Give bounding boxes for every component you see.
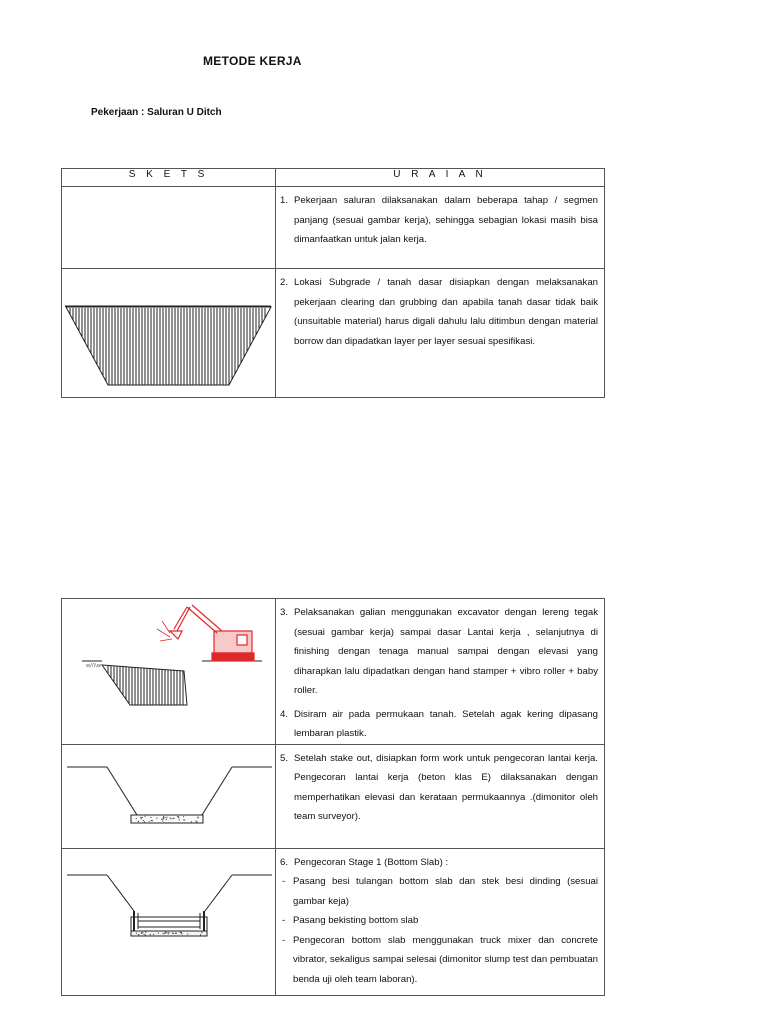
concrete-dot	[145, 934, 146, 935]
description-cell	[276, 599, 605, 745]
step-text: Disiram air pada permukaan tanah. Setelah agak kering dipasang lembaran plastik.	[294, 708, 598, 739]
concrete-dot	[150, 934, 151, 935]
concrete-dot	[151, 819, 152, 820]
concrete-dot	[179, 819, 180, 820]
concrete-dot	[150, 816, 151, 817]
bottom-slab-sketch	[62, 849, 276, 995]
concrete-dot	[166, 816, 167, 817]
concrete-dot	[166, 932, 167, 933]
concrete-dot	[136, 932, 137, 933]
step-text: Pekerjaan saluran dilaksanakan dalam beberapa tahap / segmen panjang (sesuai gambar kerja), sehingga sebagian lokasi masih bisa dimanfaatkan untuk jalan kerja.	[294, 195, 598, 245]
concrete-dot	[183, 816, 184, 817]
concrete-dot	[162, 820, 163, 821]
substep-item: - Pasang bekisting bottom slab	[276, 911, 598, 931]
concrete-dot	[170, 817, 171, 818]
description-cell	[276, 187, 605, 269]
table-row	[62, 269, 605, 398]
concrete-dot	[149, 820, 150, 821]
concrete-dot	[176, 932, 177, 933]
concrete-dot	[172, 932, 173, 933]
header-description: U R A I A N	[276, 169, 605, 187]
header-sketch: S K E T S	[62, 169, 276, 187]
concrete-dot	[138, 934, 139, 935]
concrete-dot	[138, 820, 139, 821]
step-number: 1.	[280, 195, 289, 206]
lean-concrete-sketch	[62, 745, 276, 848]
trench-sketch	[62, 269, 276, 397]
step-item	[276, 749, 598, 827]
step-item	[276, 705, 598, 744]
concrete-dot	[171, 818, 172, 819]
method-table-top	[61, 168, 605, 398]
table-row	[62, 187, 605, 269]
page-subtitle: Pekerjaan : Saluran U Ditch	[91, 107, 222, 118]
table-row	[62, 848, 605, 995]
sketch-cell-excavation	[62, 599, 276, 745]
substep-item: - Pasang besi tulangan bottom slab dan stek besi dinding (sesuai gambar keja)	[276, 872, 598, 911]
concrete-dot	[142, 816, 143, 817]
substep-text: Pasang bekisting bottom slab	[293, 915, 419, 926]
concrete-dot	[191, 821, 192, 822]
concrete-dot	[161, 818, 162, 819]
description-cell	[276, 744, 605, 848]
step-item	[276, 191, 598, 250]
concrete-dot	[183, 819, 184, 820]
step-text: Lokasi Subgrade / tanah dasar disiapkan dengan melaksanakan pekerjaan clearing dan grubbing dan apabila tanah dasar tidak baik (unsuitable material) harus digali dahulu lalu ditimbun dengan material borrow dan dipadatkan layer per layer sesuai spesifikasi.	[294, 277, 598, 347]
substep-text: Pasang besi tulangan bottom slab dan stek besi dinding (sesuai gambar keja)	[293, 876, 598, 907]
description-cell	[276, 848, 605, 995]
concrete-dot	[136, 817, 137, 818]
concrete-dot	[153, 933, 154, 934]
table-row	[62, 599, 605, 745]
substep-text: Pengecoran bottom slab menggunakan truck mixer dan concrete vibrator, sekaligus sampai selesai (dimonitor slump test dan pembuatan benda uji oleh team laboran).	[293, 934, 598, 985]
concrete-dot	[165, 931, 166, 932]
step-number: 3.	[280, 607, 289, 618]
concrete-dot	[163, 815, 164, 816]
step-text: Pelaksanakan galian menggunakan excavator dengan lereng tegak (sesuai gambar kerja) sampai dasar Lantai kerja , selanjutnya di finishing dengan tenaga manual sampai dengan elevasi yang diharapkan lalu dipadatkan dengan hand stamper + vibro roller + baby roller.	[294, 607, 598, 696]
substep-item: - Pengecoran bottom slab menggunakan truck mixer dan concrete vibrator, sekaligus sampai selesai (dimonitor slump test dan pembuatan benda uji oleh team laboran).	[276, 931, 598, 990]
concrete-dot	[200, 934, 201, 935]
concrete-dot	[178, 817, 179, 818]
concrete-dot	[181, 932, 182, 933]
concrete-dot	[180, 931, 181, 932]
excavator-icon	[157, 605, 254, 661]
step-number: 5.	[280, 752, 289, 764]
step-number: 4.	[280, 708, 289, 720]
step-item	[276, 853, 598, 873]
description-cell	[276, 269, 605, 398]
sketch-cell-trench	[62, 269, 276, 398]
concrete-dot	[166, 818, 167, 819]
step-item	[276, 603, 598, 701]
concrete-dot	[144, 821, 145, 822]
concrete-dot	[145, 931, 146, 932]
concrete-dot	[142, 932, 143, 933]
concrete-dot	[197, 817, 198, 818]
concrete-dot	[181, 933, 182, 934]
method-table-bottom	[61, 598, 605, 996]
step-text: Setelah stake out, disiapkan form work untuk pengecoran lantai kerja. Pengecoran lantai kerja (beton klas E) dilaksanakan dengan memperhatikan elevasi dan kerataan permukaannya .(dimonitor oleh team surveyor).	[294, 752, 598, 822]
concrete-dot	[195, 820, 196, 821]
sketch-cell-bottomslab	[62, 848, 276, 995]
step-number: 2.	[280, 277, 289, 288]
svg-text:w//\\w: w//\\w	[86, 663, 101, 669]
concrete-dot	[140, 816, 141, 817]
concrete-dot	[201, 931, 202, 932]
concrete-dot	[156, 817, 157, 818]
concrete-dot	[173, 817, 174, 818]
page-title: METODE KERJA	[203, 54, 302, 68]
concrete-dot	[141, 818, 142, 819]
concrete-dot	[187, 933, 188, 934]
table-row	[62, 744, 605, 848]
sketch-cell-leanconcrete	[62, 744, 276, 848]
concrete-dot	[143, 820, 144, 821]
concrete-dot	[164, 816, 165, 817]
concrete-dot	[158, 932, 159, 933]
concrete-dot	[163, 933, 164, 934]
step-number: 6.	[280, 856, 289, 868]
step-item	[276, 273, 598, 351]
concrete-dot	[141, 932, 142, 933]
sketch-cell-empty	[62, 187, 276, 269]
concrete-dot	[168, 932, 169, 933]
excavation-sketch	[62, 599, 276, 736]
concrete-dot	[143, 933, 144, 934]
concrete-dot	[144, 815, 145, 816]
step-text: Pengecoran Stage 1 (Bottom Slab) :	[294, 856, 449, 868]
concrete-dot	[163, 818, 164, 819]
